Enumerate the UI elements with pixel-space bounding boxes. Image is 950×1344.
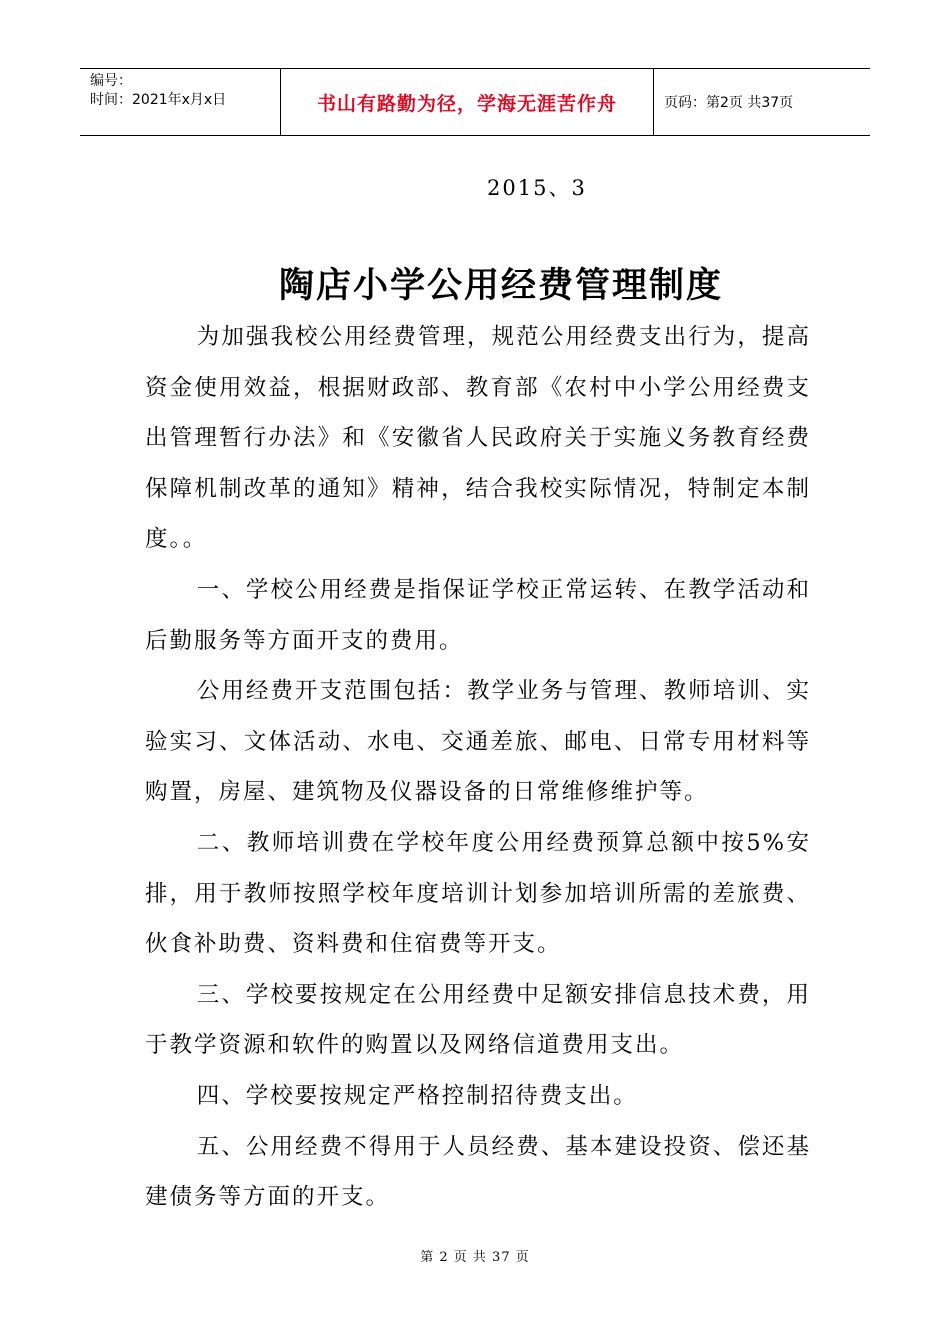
- document-date: 2015、3: [487, 176, 587, 200]
- paragraph-intro: 为加强我校公用经费管理，规范公用经费支出行为，提高资金使用效益，根据财政部、教育部《农村中小学公用经费支出管理暂行办法》和《安徽省人民政府关于实施义务教育经费保障机制改革的通知》精神，结合我校实际情况，特制定本制度。。: [145, 324, 811, 553]
- document-time-label: 时间：2021年x月x日: [90, 92, 227, 108]
- paragraph-article-5: 五、公用经费不得用于人员经费、基本建设投资、偿还基建债务等方面的开支。: [145, 1133, 811, 1211]
- page-header-table: [80, 68, 870, 136]
- header-motto-cell: [281, 69, 654, 135]
- paragraph-article-4: 四、学校要按规定严格控制招待费支出。: [196, 1082, 638, 1109]
- document-body: [145, 312, 811, 1223]
- document-number-label: 编号：: [90, 73, 132, 89]
- paragraph-article-1: 一、学校公用经费是指保证学校正常运转、在教学活动和后勤服务等方面开支的费用。: [145, 576, 811, 654]
- header-motto: 书山有路勤为径，学海无涯苦作舟: [316, 92, 617, 115]
- document-title: 陶店小学公用经费管理制度: [278, 266, 723, 306]
- paragraph-scope: 公用经费开支范围包括：教学业务与管理、教师培训、实验实习、文体活动、水电、交通差旅、邮电、日常专用材料等购置，房屋、建筑物及仪器设备的日常维修维护等。: [145, 678, 811, 806]
- paragraph-article-3: 三、学校要按规定在公用经费中足额安排信息技术费，用于教学资源和软件的购置以及网络信道费用支出。: [145, 981, 811, 1059]
- header-page-cell: [654, 69, 870, 135]
- header-meta-cell: [80, 69, 281, 135]
- paragraph-article-2: 二、教师培训费在学校年度公用经费预算总额中按5%安排，用于教师按照学校年度培训计划参加培训所需的差旅费、伙食补助费、资料费和住宿费等开支。: [145, 829, 811, 958]
- header-page-info: 页码：第2页 共37页: [664, 95, 794, 111]
- page-footer: 第 2 页 共 37 页: [420, 1250, 530, 1265]
